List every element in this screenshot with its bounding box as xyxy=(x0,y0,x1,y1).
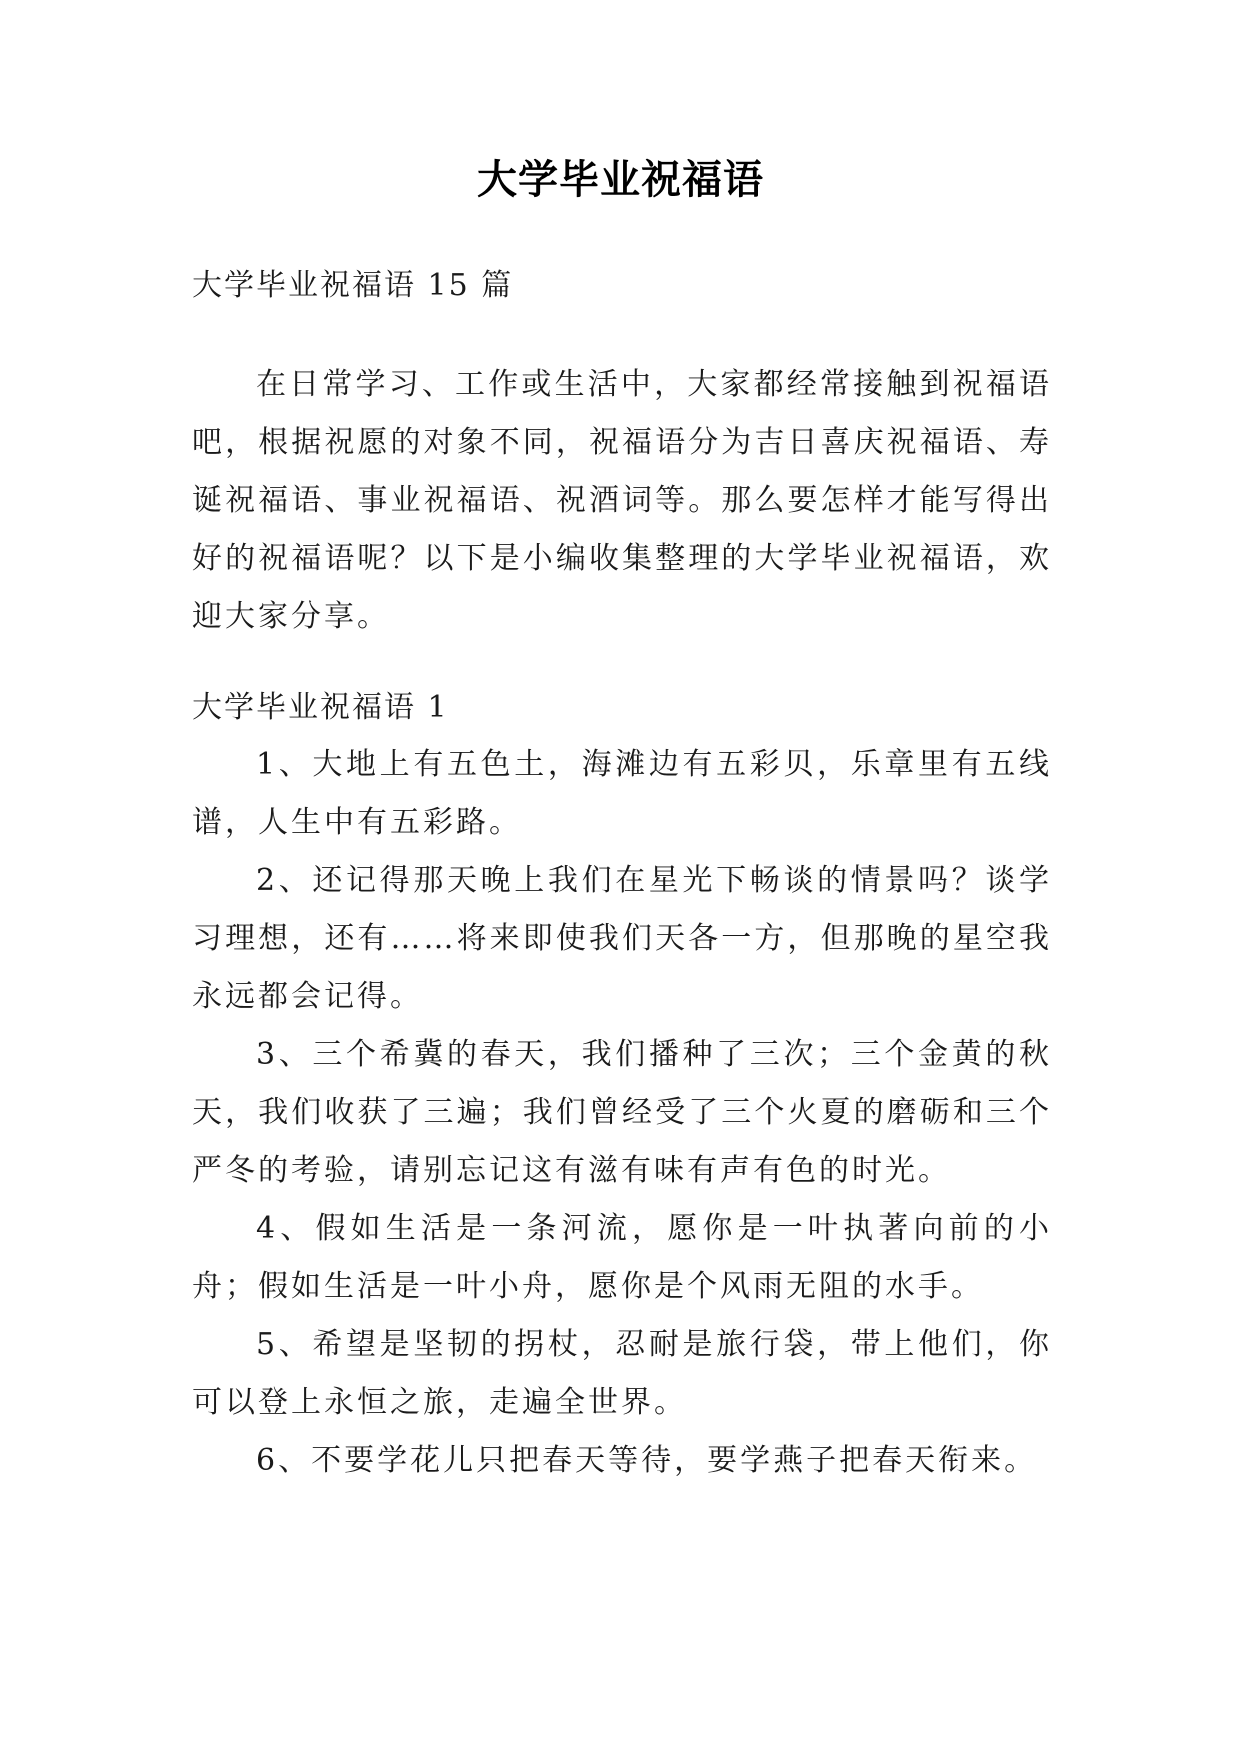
blessing-list xyxy=(192,736,1052,1490)
blessing-item-4: 4、假如生活是一条河流，愿你是一叶执著向前的小舟；假如生活是一叶小舟，愿你是个风雨无阻的水手。 xyxy=(192,1211,1052,1304)
blessing-item-1: 1、大地上有五色土，海滩边有五彩贝，乐章里有五线谱，人生中有五彩路。 xyxy=(192,747,1052,840)
intro-paragraph: 在日常学习、工作或生活中，大家都经常接触到祝福语吧，根据祝愿的对象不同，祝福语分为吉日喜庆祝福语、寿诞祝福语、事业祝福语、祝酒词等。那么要怎样才能写得出好的祝福语呢？以下是小编收集整理的大学毕业祝福语，欢迎大家分享。 xyxy=(192,367,1052,634)
document-subtitle: 大学毕业祝福语 15 篇 xyxy=(192,268,514,303)
blessing-item-2: 2、还记得那天晚上我们在星光下畅谈的情景吗？谈学习理想，还有……将来即使我们天各一方，但那晚的星空我永远都会记得。 xyxy=(192,863,1052,1014)
document-title: 大学毕业祝福语 xyxy=(477,157,764,203)
blessing-item-5: 5、希望是坚韧的拐杖，忍耐是旅行袋，带上他们，你可以登上永恒之旅，走遍全世界。 xyxy=(192,1327,1052,1420)
intro-paragraph-block xyxy=(192,356,1052,646)
blessing-item-3: 3、三个希冀的春天，我们播种了三次；三个金黄的秋天，我们收获了三遍；我们曾经受了三个火夏的磨砺和三个严冬的考验，请别忘记这有滋有味有声有色的时光。 xyxy=(192,1037,1052,1188)
blessing-item-6: 6、不要学花儿只把春天等待，要学燕子把春天衔来。 xyxy=(256,1443,1038,1478)
section-heading: 大学毕业祝福语 1 xyxy=(192,690,449,725)
